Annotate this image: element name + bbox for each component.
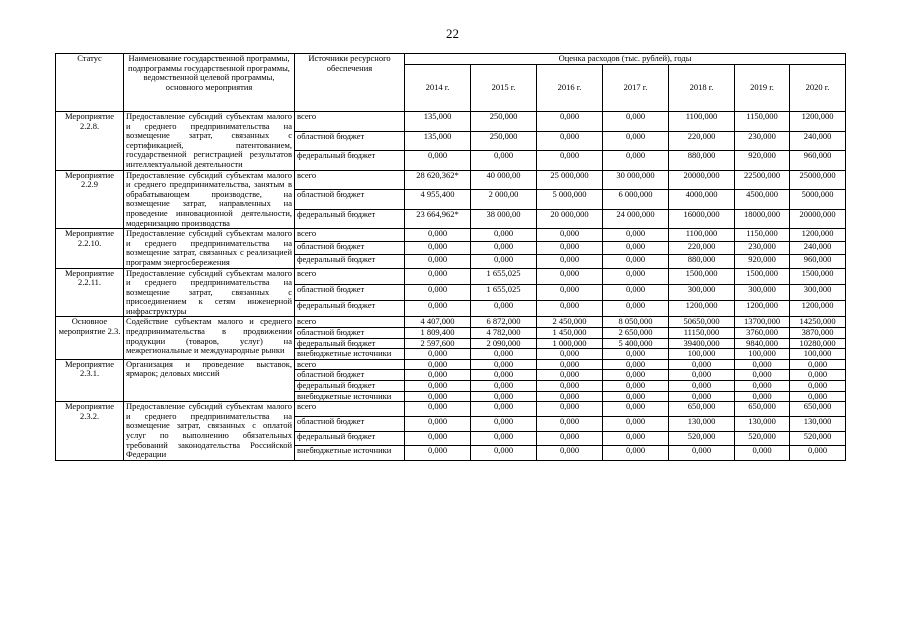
- value-cell: 0,000: [603, 131, 669, 151]
- value-cell: 0,000: [471, 151, 537, 171]
- status-cell: Мероприятие 2.2.9: [56, 170, 124, 229]
- table-row: [56, 112, 846, 132]
- value-cell: 6 872,000: [471, 317, 537, 328]
- value-cell: 250,000: [471, 131, 537, 151]
- value-cell: 130,000: [735, 416, 790, 431]
- value-cell: 0,000: [790, 381, 846, 392]
- value-cell: 0,000: [471, 359, 537, 370]
- value-cell: 0,000: [537, 370, 603, 381]
- name-cell: Организация и проведение выставок, ярмарок; деловых миссий: [124, 359, 295, 401]
- source-cell: областной бюджет: [295, 242, 405, 255]
- value-cell: 0,000: [669, 370, 735, 381]
- value-cell: 520,000: [735, 431, 790, 446]
- value-cell: 1 655,025: [471, 284, 537, 300]
- value-cell: 300,000: [669, 284, 735, 300]
- value-cell: 0,000: [603, 381, 669, 392]
- value-cell: 11150,000: [669, 328, 735, 339]
- value-cell: 0,000: [790, 370, 846, 381]
- value-cell: 1200,000: [790, 301, 846, 317]
- value-cell: 28 620,362*: [405, 170, 471, 190]
- value-cell: 230,000: [735, 242, 790, 255]
- value-cell: 30 000,000: [603, 170, 669, 190]
- header-year: 2016 г.: [537, 65, 603, 112]
- value-cell: 4 955,400: [405, 190, 471, 210]
- value-cell: 100,000: [790, 349, 846, 360]
- source-cell: всего: [295, 170, 405, 190]
- value-cell: 38 000,00: [471, 209, 537, 229]
- value-cell: 1500,000: [669, 268, 735, 284]
- value-cell: 0,000: [537, 242, 603, 255]
- value-cell: 0,000: [603, 112, 669, 132]
- value-cell: 0,000: [537, 349, 603, 360]
- value-cell: 520,000: [790, 431, 846, 446]
- source-cell: областной бюджет: [295, 416, 405, 431]
- value-cell: 0,000: [537, 229, 603, 242]
- value-cell: 240,000: [790, 242, 846, 255]
- value-cell: 0,000: [405, 268, 471, 284]
- source-cell: всего: [295, 229, 405, 242]
- value-cell: 1200,000: [790, 229, 846, 242]
- value-cell: 650,000: [790, 402, 846, 417]
- header-year: 2019 г.: [735, 65, 790, 112]
- value-cell: 0,000: [471, 242, 537, 255]
- value-cell: 0,000: [603, 431, 669, 446]
- value-cell: 130,000: [669, 416, 735, 431]
- value-cell: 0,000: [735, 370, 790, 381]
- value-cell: 0,000: [537, 359, 603, 370]
- table-row: [56, 402, 846, 417]
- value-cell: 230,000: [735, 131, 790, 151]
- value-cell: 22500,000: [735, 170, 790, 190]
- value-cell: 0,000: [735, 446, 790, 461]
- status-cell: Мероприятие 2.2.11.: [56, 268, 124, 317]
- value-cell: 1 450,000: [537, 328, 603, 339]
- value-cell: 0,000: [735, 359, 790, 370]
- source-cell: федеральный бюджет: [295, 381, 405, 392]
- value-cell: 0,000: [603, 301, 669, 317]
- source-cell: всего: [295, 402, 405, 417]
- header-year: 2017 г.: [603, 65, 669, 112]
- source-cell: внебюджетные источники: [295, 391, 405, 402]
- value-cell: 9840,000: [735, 338, 790, 349]
- value-cell: 0,000: [669, 381, 735, 392]
- source-cell: областной бюджет: [295, 328, 405, 339]
- source-cell: федеральный бюджет: [295, 209, 405, 229]
- value-cell: 0,000: [537, 431, 603, 446]
- value-cell: 0,000: [537, 381, 603, 392]
- value-cell: 0,000: [603, 268, 669, 284]
- source-cell: всего: [295, 359, 405, 370]
- source-cell: внебюджетные источники: [295, 349, 405, 360]
- value-cell: 0,000: [405, 402, 471, 417]
- value-cell: 0,000: [537, 284, 603, 300]
- source-cell: федеральный бюджет: [295, 431, 405, 446]
- name-cell: Предоставление субсидий субъектам малого и среднего предпринимательства на возмещение затрат, связанных с присоединением к сетям инженерной инфраструктуры: [124, 268, 295, 317]
- value-cell: 0,000: [537, 402, 603, 417]
- value-cell: 0,000: [405, 229, 471, 242]
- source-cell: областной бюджет: [295, 370, 405, 381]
- value-cell: 1100,000: [669, 229, 735, 242]
- value-cell: 135,000: [405, 112, 471, 132]
- status-cell: Мероприятие 2.3.1.: [56, 359, 124, 401]
- value-cell: 920,000: [735, 255, 790, 268]
- value-cell: 1150,000: [735, 112, 790, 132]
- table-row: [56, 268, 846, 284]
- value-cell: 1 000,000: [537, 338, 603, 349]
- value-cell: 10280,000: [790, 338, 846, 349]
- value-cell: 1 809,400: [405, 328, 471, 339]
- value-cell: 16000,000: [669, 209, 735, 229]
- value-cell: 0,000: [537, 112, 603, 132]
- value-cell: 0,000: [669, 359, 735, 370]
- value-cell: 0,000: [471, 370, 537, 381]
- value-cell: 5 000,000: [537, 190, 603, 210]
- value-cell: 0,000: [603, 255, 669, 268]
- value-cell: 0,000: [405, 381, 471, 392]
- value-cell: 0,000: [603, 151, 669, 171]
- value-cell: 0,000: [537, 268, 603, 284]
- value-cell: 0,000: [471, 229, 537, 242]
- value-cell: 1100,000: [669, 112, 735, 132]
- value-cell: 0,000: [405, 416, 471, 431]
- value-cell: 4000,000: [669, 190, 735, 210]
- header-year: 2018 г.: [669, 65, 735, 112]
- value-cell: 18000,000: [735, 209, 790, 229]
- name-cell: Содействие субъектам малого и среднего предпринимательства в продвижении продукции (товаров, услуг) на межрегиональные и международные рынки: [124, 317, 295, 359]
- header-status: Статус: [56, 54, 124, 112]
- value-cell: 1200,000: [790, 112, 846, 132]
- value-cell: 0,000: [603, 242, 669, 255]
- value-cell: 1500,000: [735, 268, 790, 284]
- value-cell: 250,000: [471, 112, 537, 132]
- table-row: [56, 229, 846, 242]
- value-cell: 0,000: [405, 255, 471, 268]
- value-cell: 0,000: [471, 381, 537, 392]
- name-cell: Предоставление субсидий субъектам малого и среднего предпринимательства на возмещение затрат, связанных с сертификацией, патентованием, государственной регистрацией результатов интеллектуальной деятельности: [124, 112, 295, 171]
- value-cell: 220,000: [669, 131, 735, 151]
- table-row: [56, 317, 846, 328]
- value-cell: 0,000: [537, 151, 603, 171]
- value-cell: 0,000: [537, 416, 603, 431]
- value-cell: 960,000: [790, 255, 846, 268]
- value-cell: 25 000,000: [537, 170, 603, 190]
- value-cell: 24 000,000: [603, 209, 669, 229]
- value-cell: 0,000: [537, 391, 603, 402]
- source-cell: федеральный бюджет: [295, 301, 405, 317]
- value-cell: 880,000: [669, 255, 735, 268]
- value-cell: 4 782,000: [471, 328, 537, 339]
- name-cell: Предоставление субсидий субъектам малого и среднего предпринимательства на возмещение затрат, связанных с оплатой услуг по выполнению обязательных требований законодательства Российской Федерации: [124, 402, 295, 461]
- value-cell: 0,000: [603, 446, 669, 461]
- header-year: 2014 г.: [405, 65, 471, 112]
- value-cell: 50650,000: [669, 317, 735, 328]
- value-cell: 20000,000: [790, 209, 846, 229]
- value-cell: 1 655,025: [471, 268, 537, 284]
- value-cell: 5 400,000: [603, 338, 669, 349]
- value-cell: 40 000,00: [471, 170, 537, 190]
- value-cell: 1200,000: [669, 301, 735, 317]
- value-cell: 0,000: [537, 301, 603, 317]
- value-cell: 650,000: [735, 402, 790, 417]
- value-cell: 220,000: [669, 242, 735, 255]
- value-cell: 2 090,000: [471, 338, 537, 349]
- value-cell: 650,000: [669, 402, 735, 417]
- value-cell: 920,000: [735, 151, 790, 171]
- value-cell: 0,000: [537, 446, 603, 461]
- value-cell: 0,000: [603, 416, 669, 431]
- status-cell: Мероприятие 2.2.10.: [56, 229, 124, 268]
- value-cell: 13700,000: [735, 317, 790, 328]
- value-cell: 100,000: [735, 349, 790, 360]
- source-cell: областной бюджет: [295, 131, 405, 151]
- value-cell: 960,000: [790, 151, 846, 171]
- table-row: [56, 359, 846, 370]
- value-cell: 0,000: [537, 131, 603, 151]
- status-cell: Мероприятие 2.2.8.: [56, 112, 124, 171]
- header-estimate: Оценка расходов (тыс. рублей), годы: [405, 54, 846, 65]
- table-body: [56, 112, 846, 461]
- source-cell: федеральный бюджет: [295, 255, 405, 268]
- value-cell: 8 050,000: [603, 317, 669, 328]
- header-year: 2015 г.: [471, 65, 537, 112]
- page-number: 22: [446, 26, 459, 41]
- value-cell: 0,000: [405, 242, 471, 255]
- value-cell: 300,000: [735, 284, 790, 300]
- source-cell: всего: [295, 317, 405, 328]
- value-cell: 39400,000: [669, 338, 735, 349]
- value-cell: 3870,000: [790, 328, 846, 339]
- value-cell: 2 597,600: [405, 338, 471, 349]
- value-cell: 0,000: [735, 381, 790, 392]
- value-cell: 520,000: [669, 431, 735, 446]
- value-cell: 880,000: [669, 151, 735, 171]
- value-cell: 0,000: [405, 370, 471, 381]
- value-cell: 0,000: [471, 416, 537, 431]
- value-cell: 0,000: [471, 431, 537, 446]
- source-cell: внебюджетные источники: [295, 446, 405, 461]
- value-cell: 1150,000: [735, 229, 790, 242]
- header-name: Наименование государственной программы, подпрограммы государственной программы, ведомственной целевой программы, основного мероприятия: [124, 54, 295, 112]
- value-cell: 0,000: [471, 349, 537, 360]
- source-cell: областной бюджет: [295, 284, 405, 300]
- value-cell: 300,000: [790, 284, 846, 300]
- name-cell: Предоставление субсидий субъектам малого и среднего предпринимательства на возмещение затрат, связанных с реализацией программ энергосбережения: [124, 229, 295, 268]
- value-cell: 23 664,962*: [405, 209, 471, 229]
- value-cell: 135,000: [405, 131, 471, 151]
- value-cell: 130,000: [790, 416, 846, 431]
- source-cell: федеральный бюджет: [295, 338, 405, 349]
- value-cell: 0,000: [669, 446, 735, 461]
- value-cell: 4500,000: [735, 190, 790, 210]
- value-cell: 4 407,000: [405, 317, 471, 328]
- value-cell: 0,000: [735, 391, 790, 402]
- value-cell: 0,000: [603, 284, 669, 300]
- value-cell: 0,000: [471, 446, 537, 461]
- name-cell: Предоставление субсидий субъектам малого и среднего предпринимательства, занятым в обрабатывающем производстве, на возмещение затрат, направленных на проведение инновационной деятельности, модернизацию производства: [124, 170, 295, 229]
- value-cell: 0,000: [405, 349, 471, 360]
- value-cell: 0,000: [603, 402, 669, 417]
- value-cell: 2 450,000: [537, 317, 603, 328]
- value-cell: 1200,000: [735, 301, 790, 317]
- value-cell: 20 000,000: [537, 209, 603, 229]
- value-cell: 0,000: [405, 446, 471, 461]
- value-cell: 0,000: [603, 359, 669, 370]
- value-cell: 6 000,000: [603, 190, 669, 210]
- value-cell: 0,000: [790, 359, 846, 370]
- value-cell: 0,000: [405, 431, 471, 446]
- value-cell: 1500,000: [790, 268, 846, 284]
- source-cell: всего: [295, 112, 405, 132]
- value-cell: 0,000: [669, 391, 735, 402]
- value-cell: 0,000: [603, 391, 669, 402]
- value-cell: 0,000: [405, 359, 471, 370]
- value-cell: 20000,000: [669, 170, 735, 190]
- value-cell: 25000,000: [790, 170, 846, 190]
- status-cell: Основное мероприятие 2.3.: [56, 317, 124, 359]
- table-row: [56, 170, 846, 190]
- value-cell: 2 000,00: [471, 190, 537, 210]
- value-cell: 14250,000: [790, 317, 846, 328]
- value-cell: 0,000: [790, 446, 846, 461]
- value-cell: 0,000: [537, 255, 603, 268]
- value-cell: 0,000: [471, 301, 537, 317]
- value-cell: 2 650,000: [603, 328, 669, 339]
- value-cell: 0,000: [790, 391, 846, 402]
- value-cell: 100,000: [669, 349, 735, 360]
- value-cell: 0,000: [471, 391, 537, 402]
- value-cell: 0,000: [603, 349, 669, 360]
- header-sources: Источники ресурсного обеспечения: [295, 54, 405, 112]
- header-year: 2020 г.: [790, 65, 846, 112]
- value-cell: 0,000: [603, 229, 669, 242]
- value-cell: 0,000: [405, 284, 471, 300]
- value-cell: 0,000: [471, 255, 537, 268]
- status-cell: Мероприятие 2.3.2.: [56, 402, 124, 461]
- value-cell: 5000,000: [790, 190, 846, 210]
- expenditure-table: [55, 53, 846, 461]
- value-cell: 240,000: [790, 131, 846, 151]
- value-cell: 0,000: [405, 391, 471, 402]
- value-cell: 3760,000: [735, 328, 790, 339]
- source-cell: всего: [295, 268, 405, 284]
- value-cell: 0,000: [471, 402, 537, 417]
- value-cell: 0,000: [603, 370, 669, 381]
- source-cell: федеральный бюджет: [295, 151, 405, 171]
- value-cell: 0,000: [405, 151, 471, 171]
- value-cell: 0,000: [405, 301, 471, 317]
- source-cell: областной бюджет: [295, 190, 405, 210]
